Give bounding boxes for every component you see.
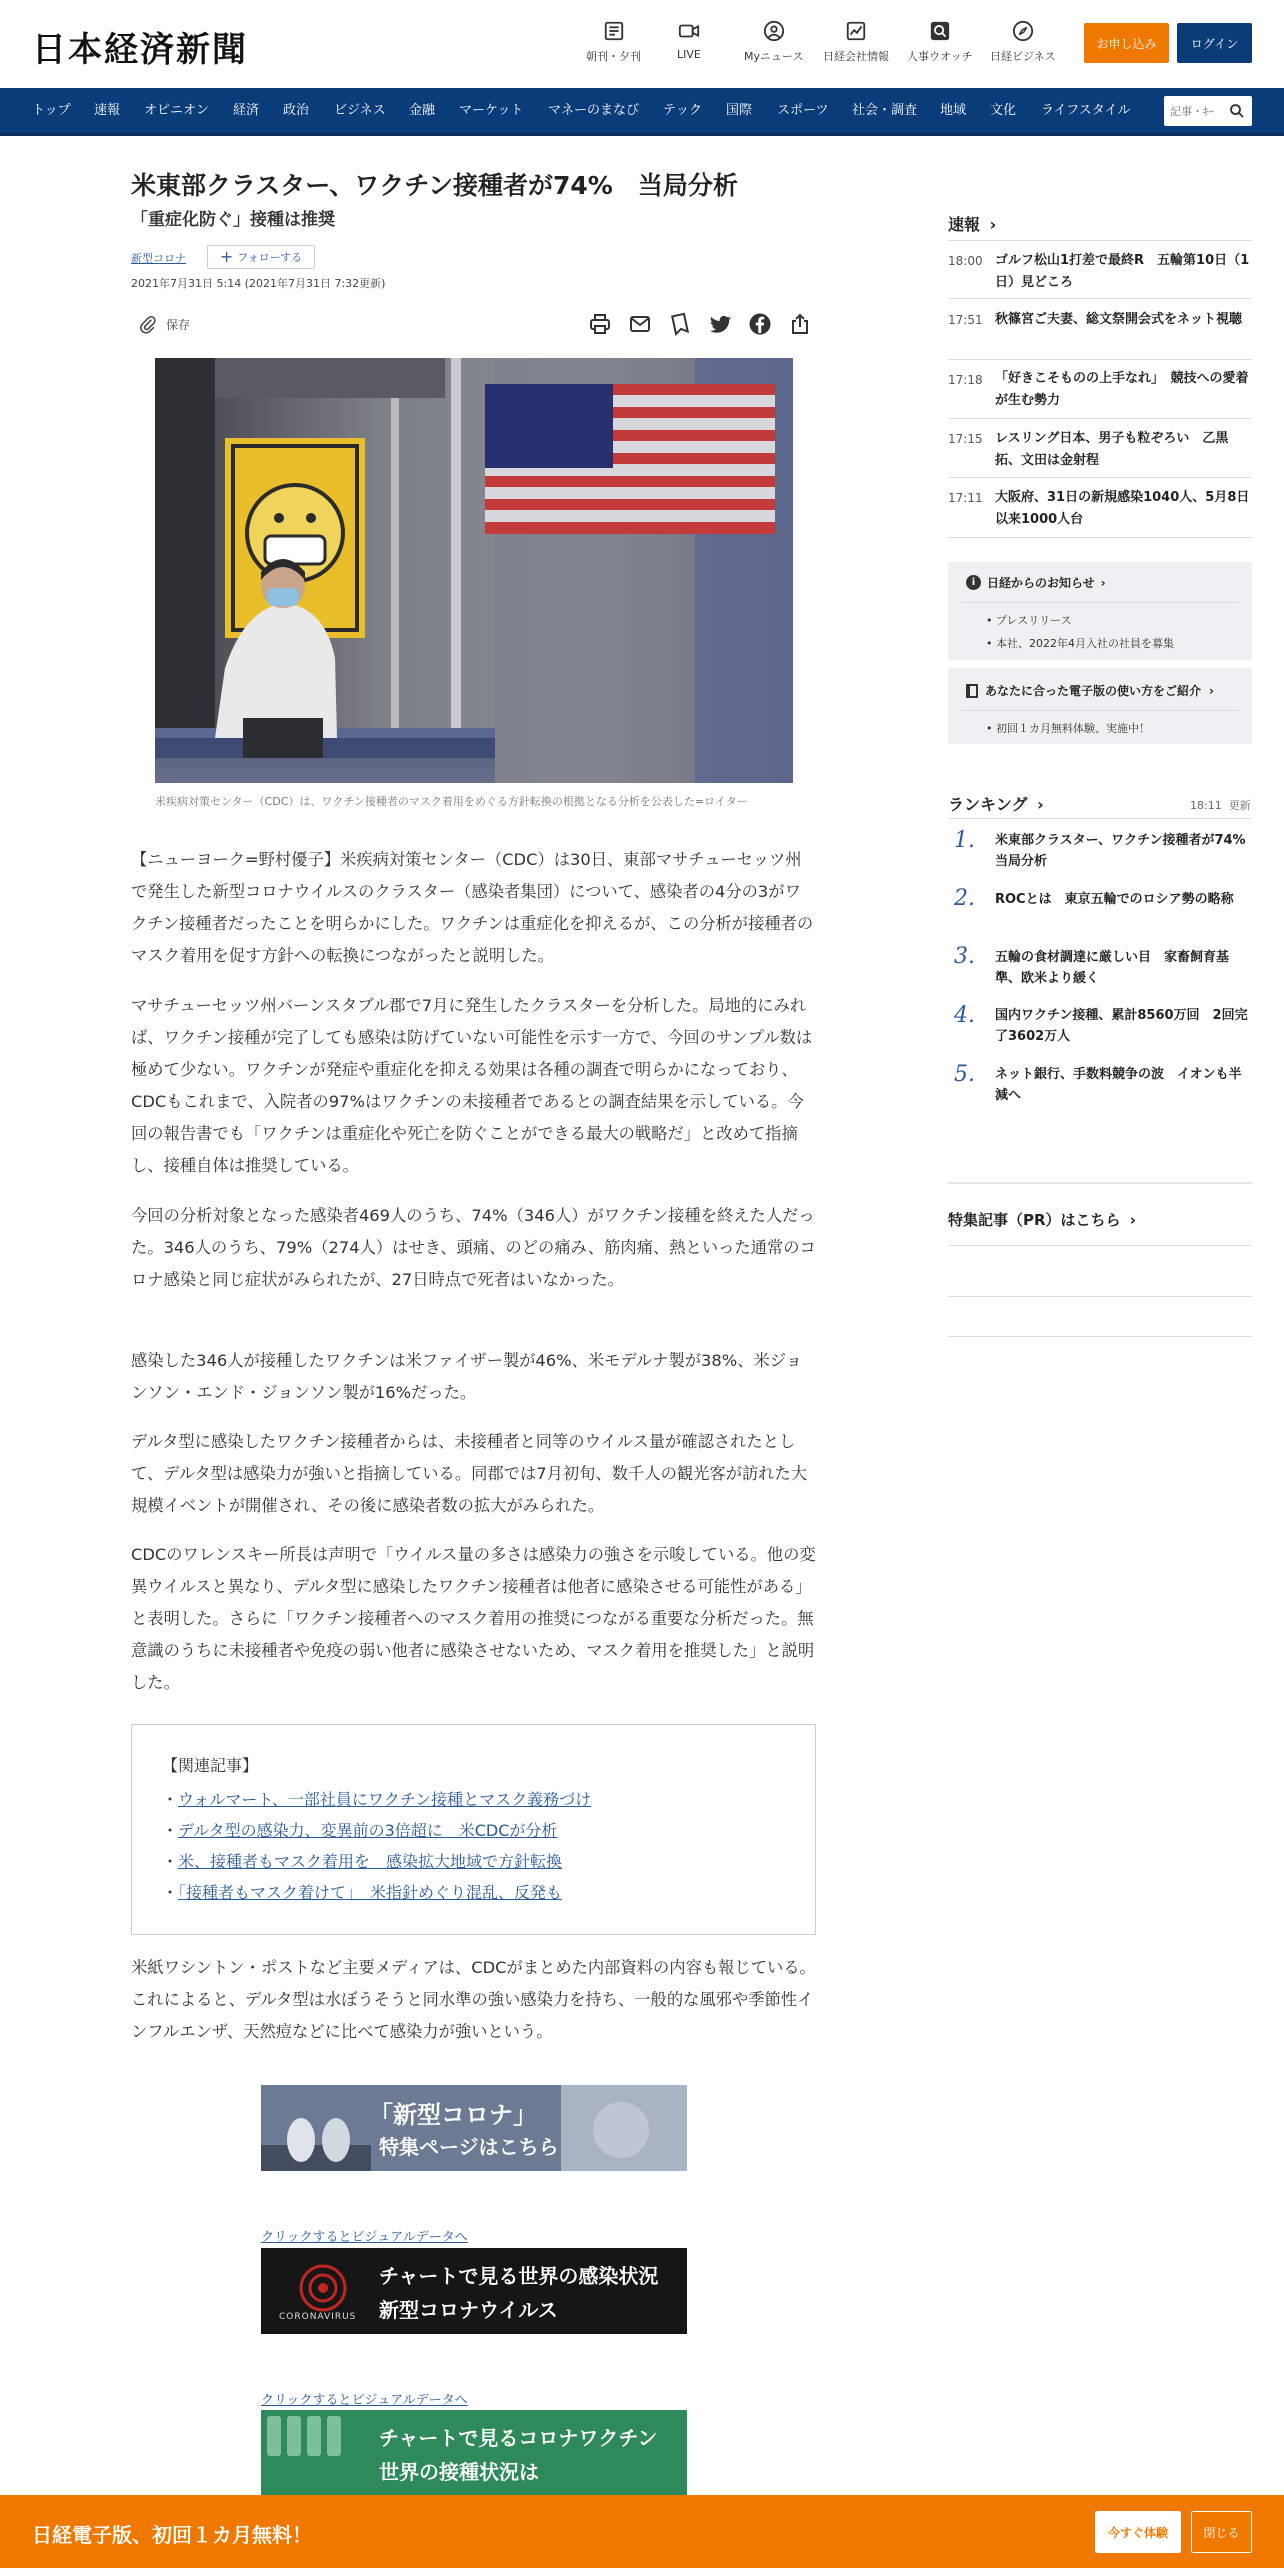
related-heading: 【関連記事】 (162, 1756, 259, 1775)
breaking-news-label: 速報 (948, 215, 981, 234)
book-icon (966, 684, 978, 698)
news-time: 17:11 (948, 491, 983, 505)
share-icon[interactable] (788, 312, 812, 336)
nav-item-sports[interactable]: スポーツ (777, 103, 829, 118)
news-item[interactable]: 「好きこそものの上手なれ」 競技への愛着が生む勢力 (995, 371, 1249, 408)
info-icon: i (966, 575, 981, 590)
divider (948, 1182, 1252, 1184)
plus-icon: + (219, 247, 234, 266)
divider (948, 359, 1252, 360)
guide-item-label: 初回１カ月無料体験、実施中！ (996, 722, 1150, 735)
rank-number: 1. (954, 828, 975, 853)
search-icon[interactable] (1228, 102, 1246, 120)
related-link[interactable]: ウォルマート、一部社員にワクチン接種とマスク義務づけ (178, 1790, 592, 1809)
chevron-right-icon: › (989, 215, 997, 234)
nav-item-society[interactable]: 社会・調査 (852, 103, 918, 118)
ranking-item[interactable]: 五輪の食材調達に厳しい目 家畜飼育基準、欧米より緩く (995, 950, 1230, 986)
related-item: ・米、接種者もマスク着用を 感染拡大地域で方針転換 (162, 1852, 563, 1871)
vaccine-chart-banner[interactable] (261, 2410, 687, 2496)
main-nav (0, 88, 1284, 136)
chevron-right-icon: › (1209, 683, 1214, 698)
promo-text: 日経電子版、初回１カ月無料！ (32, 2523, 312, 2547)
nav-item-culture[interactable]: 文化 (990, 103, 1017, 118)
banner-line1: 「新型コロナ」 (369, 2101, 537, 2129)
divider (948, 818, 1252, 819)
banner-line2: 特集ページはこちら (379, 2135, 559, 2159)
rank-number: 2. (954, 886, 975, 911)
photo-caption: 米疾病対策センター（CDC）は、ワクチン接種者のマスク着用をめぐる方針転換の根拠となる分析を公表した=ロイター (155, 795, 748, 808)
article-paragraph: 【ニューヨーク=野村優子】米疾病対策センター（CDC）は30日、東部マサチューセッツ州で発生した新型コロナウイルスのクラスター（感染者集団）について、感染者の4分の3がワクチン接種者だったことを明らかにした。ワクチンは重症化を抑えるが、この分析が接種者のマスク着用を促す方針への転換につながったと説明した。 (131, 850, 814, 965)
banner-line1: チャートで見るコロナワクチン (379, 2426, 658, 2450)
subway-photo-illustration (155, 358, 793, 783)
related-item: ・「接種者もマスク着けて」 米指針めぐり混乱、反発も (162, 1883, 563, 1902)
related-link[interactable]: デルタ型の感染力、変異前の3倍超に 米CDCが分析 (178, 1821, 558, 1840)
article-paragraph: CDCのワレンスキー所長は声明で「ウイルス量の多さは感染力の強さを示唆している。他の変異ウイルスと異なり、デルタ型に感染したワクチン接種者は他者に感染させる可能性がある」と表明した。さらに「ワクチン接種者へのマスク着用の推奨につながる重要な分析だった。無意識のうちに未接種者や免疫の弱い他者に感染させないため、マスク着用を推奨した」と説明した。 (131, 1545, 816, 1692)
nav-item-money[interactable]: マネーのまなび (548, 103, 640, 118)
article-paragraph: 米紙ワシントン・ポストなど主要メディアは、CDCがまとめた内部資料の内容も報じている。これによると、デルタ型は水ぼうそうと同水準の強い感染力を持ち、一般的な風邪や季節性インフルエンザ、天然痘などに比べて感染力が強いという。 (131, 1958, 816, 2041)
util-live[interactable] (677, 20, 701, 61)
ranking-item[interactable]: ROCとは 東京五輪でのロシア勢の略称 (995, 892, 1234, 907)
divider (948, 1336, 1252, 1337)
nav-item-breaking[interactable]: 速報 (94, 103, 121, 118)
news-item[interactable]: 秋篠宮ご夫妻、総文祭開会式をネット視聴 (995, 312, 1243, 327)
divider (948, 298, 1252, 299)
chevron-right-icon: › (1129, 1211, 1136, 1229)
notice-item-label: プレスリリース (996, 614, 1072, 627)
util-company-info[interactable] (823, 20, 889, 64)
divider (962, 710, 1238, 711)
publish-date: 2021年7月31日 5:14 (2021年7月31日 7:32更新) (131, 277, 386, 290)
article-photo (155, 358, 793, 783)
nav-item-business[interactable]: ビジネス (334, 103, 386, 118)
nav-item-economy[interactable]: 経済 (233, 103, 260, 118)
pr-heading-label: 特集記事（PR）はこちら (948, 1211, 1121, 1229)
notice-heading[interactable] (966, 574, 1106, 591)
nav-item-finance[interactable]: 金融 (409, 103, 436, 118)
news-time: 17:15 (948, 432, 983, 446)
nav-item-top[interactable]: トップ (32, 103, 71, 118)
chart-icon (845, 20, 867, 42)
banner-tag: CORONAVIRUS (279, 2312, 357, 2322)
follow-button[interactable] (207, 245, 315, 269)
util-label: 日経会社情報 (823, 50, 889, 63)
bookmark-icon[interactable] (668, 312, 692, 336)
breaking-news-heading[interactable] (948, 212, 996, 235)
article-paragraph: 感染した346人が接種したワクチンは米ファイザー製が46%、米モデルナ製が38%、米ジョンソン・エンド・ジョンソン製が16%だった。 (131, 1351, 803, 1402)
article-subtitle: 「重症化防ぐ」接種は推奨 (131, 210, 335, 230)
nav-item-lifestyle[interactable]: ライフスタイル (1041, 103, 1131, 118)
visual-data-link[interactable]: クリックするとビジュアルデータへ (261, 2393, 468, 2408)
rank-number: 4. (954, 1003, 975, 1028)
util-label: 日経ビジネス (990, 50, 1056, 63)
topic-link[interactable]: 新型コロナ (131, 252, 186, 265)
ranking-label: ランキング (948, 795, 1028, 814)
nav-item-markets[interactable]: マーケット (459, 103, 524, 118)
banner-line2: 世界の接種状況は (379, 2460, 539, 2484)
print-icon[interactable] (588, 312, 612, 336)
guide-heading[interactable] (966, 682, 1214, 699)
news-item[interactable]: レスリング日本、男子も粒ぞろい 乙黒拓、文田は金射程 (995, 431, 1229, 468)
notice-item[interactable]: • 本社、2022年4月入社の社員を募集 (986, 637, 1174, 650)
util-label: 朝刊・夕刊 (586, 50, 641, 63)
rank-number: 3. (954, 944, 975, 969)
util-my-news[interactable] (744, 20, 803, 64)
guide-item[interactable]: • 初回１カ月無料体験、実施中！ (986, 722, 1150, 735)
facebook-icon[interactable] (748, 312, 772, 336)
news-time: 17:18 (948, 373, 983, 387)
try-now-button[interactable]: 今すぐ体験 (1095, 2511, 1181, 2553)
world-infection-chart-banner[interactable] (261, 2248, 687, 2334)
article-title: 米東部クラスター、ワクチン接種者が74% 当局分析 (131, 171, 738, 200)
guide-box (948, 668, 1252, 744)
visual-data-link[interactable]: クリックするとビジュアルデータへ (261, 2230, 468, 2245)
notice-heading-label: 日経からのお知らせ (987, 576, 1095, 590)
article-paragraph: 今回の分析対象となった感染者469人のうち、74%（346人）がワクチン接種を終えた人だった。346人のうち、79%（274人）はせき、頭痛、のどの痛み、筋肉痛、熱といった通常のコロナ感染と同じ症状がみられたが、27日時点で死者はいなかった。 (131, 1206, 816, 1289)
promo-bar (0, 2495, 1284, 2568)
related-link[interactable]: 「接種者もマスク着けて」 米指針めぐり混乱、反発も (178, 1883, 563, 1902)
apply-button[interactable]: お申し込み (1084, 23, 1169, 63)
rank-number: 5. (954, 1062, 975, 1087)
divider (948, 537, 1252, 538)
ranking-item[interactable]: ネット銀行、手数料競争の波 イオンも半減へ (995, 1067, 1242, 1103)
ranking-item[interactable]: 国内ワクチン接種、累計8560万回 2回完了3602万人 (995, 1008, 1248, 1044)
banner-line2: 新型コロナウイルス (379, 2298, 558, 2322)
pr-heading[interactable] (948, 1209, 1136, 1230)
article-paragraph: マサチューセッツ州バーンスタブル郡で7月に発生したクラスターを分析した。局地的にみれば、ワクチン接種が完了しても感染は防げていない可能性を示す一方で、今回のサンプル数は極めて少ない。ワクチンが発症や重症化を抑える効果は各種の調査で明らかになっており、CDCもこれまで、入院者の97%はワクチンの未接種者であるとの調査結果を示している。今回の報告書でも「ワクチンは重症化や死亡を防ぐことができる最大の戦略だ」と改めて指摘し、接種自体は推奨している。 (131, 996, 813, 1175)
paperclip-icon (138, 314, 158, 334)
banner-line1: チャートで見る世界の感染状況 (379, 2264, 659, 2288)
news-time: 17:51 (948, 313, 983, 327)
save-label: 保存 (166, 317, 191, 332)
nav-item-politics[interactable]: 政治 (283, 103, 310, 118)
twitter-icon[interactable] (708, 312, 732, 336)
divider (948, 477, 1252, 478)
related-articles-box (131, 1724, 816, 1935)
nav-item-tech[interactable]: テック (663, 103, 703, 118)
util-nikkei-business[interactable] (990, 20, 1056, 64)
nav-item-regions[interactable]: 地域 (940, 103, 967, 118)
notice-item[interactable]: • プレスリリース (986, 614, 1072, 627)
divider (948, 418, 1252, 419)
divider (948, 240, 1252, 241)
ranking-updated-time: 18:11 更新 (1190, 799, 1251, 812)
article-paragraph: デルタ型に感染したワクチン接種者からは、未接種者と同等のウイルス量が確認されたとして、デルタ型は感染力が強いと指摘している。同郡では7月初旬、数千人の観光客が訪れた大規模イベントが開催され、その後に感染者数の拡大がみられた。 (131, 1432, 808, 1515)
ranking-heading[interactable] (948, 792, 1044, 815)
nikkei-logo[interactable]: 日本経済新聞 (32, 30, 248, 70)
close-button[interactable]: 閉じる (1191, 2511, 1252, 2553)
follow-label: フォローする (237, 251, 303, 264)
ranking-item[interactable]: 米東部クラスター、ワクチン接種者が74% 当局分析 (995, 833, 1259, 869)
nav-search-box (1164, 96, 1252, 126)
related-link[interactable]: 米、接種者もマスク着用を 感染拡大地域で方針転換 (178, 1852, 563, 1871)
site-header (0, 0, 1284, 88)
util-label: Myニュース (744, 50, 804, 63)
newspaper-icon (603, 20, 625, 42)
chevron-right-icon: › (1100, 575, 1106, 590)
util-label: 人事ウオッチ (907, 50, 973, 63)
notice-item-label: 本社、2022年4月入社の社員を募集 (996, 637, 1174, 650)
guide-heading-label: あなたに合った電子版の使い方をご紹介 (985, 684, 1202, 698)
util-morning-evening[interactable] (586, 20, 641, 64)
news-item[interactable]: ゴルフ松山1打差で最終R 五輪第10日（1日）見どころ (995, 253, 1250, 290)
compass-icon (1012, 20, 1034, 42)
nav-item-opinion[interactable]: オピニオン (144, 103, 210, 118)
news-item[interactable]: 大阪府、31日の新規感染1040人、5月8日以来1000人台 (995, 490, 1250, 527)
login-button[interactable]: ログイン (1177, 23, 1252, 63)
mail-icon[interactable] (628, 312, 652, 336)
user-icon (763, 20, 785, 42)
related-item: ・ウォルマート、一部社員にワクチン接種とマスク義務づけ (162, 1790, 592, 1809)
related-item: ・デルタ型の感染力、変異前の3倍超に 米CDCが分析 (162, 1821, 558, 1840)
divider (948, 1245, 1252, 1246)
nav-item-world[interactable]: 国際 (726, 103, 753, 118)
search-input[interactable] (1170, 102, 1224, 120)
video-icon (678, 20, 700, 42)
divider (948, 1296, 1252, 1297)
chevron-right-icon: › (1037, 795, 1044, 814)
covid-special-banner[interactable] (261, 2085, 687, 2171)
save-button[interactable] (138, 314, 190, 334)
magnifier-icon (929, 20, 951, 42)
divider (962, 602, 1238, 603)
news-time: 18:00 (948, 254, 983, 268)
util-label: LIVE (677, 48, 701, 61)
notice-box (948, 562, 1252, 660)
util-personnel-watch[interactable] (907, 20, 973, 64)
